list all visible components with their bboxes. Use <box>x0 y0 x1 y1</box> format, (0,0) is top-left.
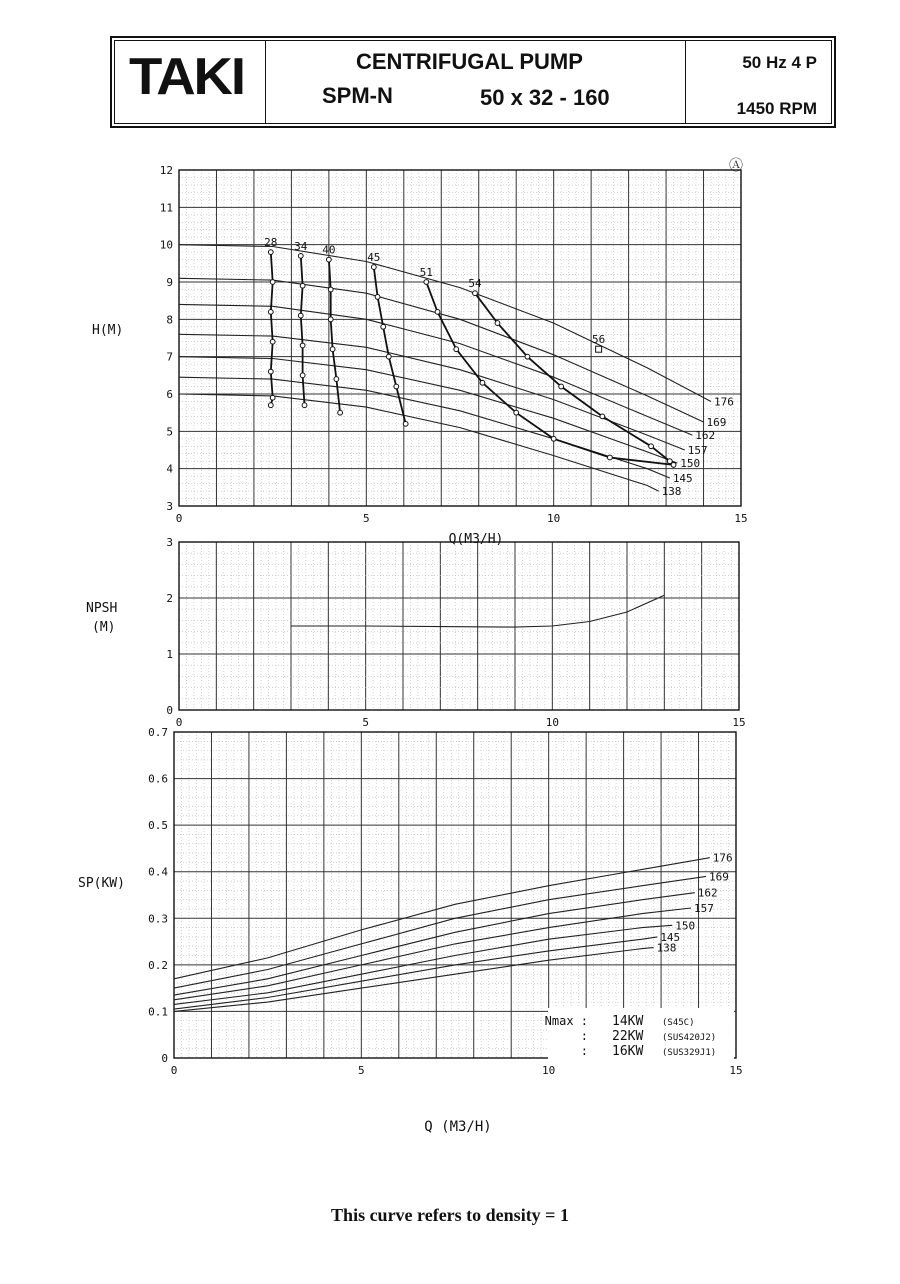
series-label: 145 <box>672 472 693 485</box>
series-line <box>174 876 706 988</box>
efficiency-point <box>328 317 333 322</box>
series-line <box>179 377 670 478</box>
efficiency-curve <box>374 267 406 424</box>
y-tick-label: 11 <box>159 201 173 215</box>
efficiency-point <box>270 395 275 400</box>
series-label: 145 <box>660 930 681 944</box>
head-chart <box>92 158 748 547</box>
series-label: 150 <box>680 457 701 471</box>
y-tick-label: 3 <box>166 500 173 513</box>
note-value: 22KW <box>612 1029 644 1044</box>
plot-frame <box>179 542 739 710</box>
efficiency-point <box>514 410 519 415</box>
y-tick-label: 12 <box>159 164 173 177</box>
power-chart <box>78 726 743 1135</box>
x-tick-label: 15 <box>734 512 748 525</box>
y-tick-label: 4 <box>166 462 173 476</box>
efficiency-point <box>300 373 305 378</box>
efficiency-point <box>454 347 459 352</box>
efficiency-point <box>559 384 564 389</box>
density-footnote: This curve refers to density = 1 <box>331 1205 569 1225</box>
y-axis-label: SP(KW) <box>78 876 125 891</box>
series-line <box>174 893 695 995</box>
series-label: 169 <box>709 870 729 884</box>
efficiency-label: 56 <box>592 333 606 347</box>
efficiency-point <box>495 321 500 326</box>
efficiency-point <box>667 459 672 464</box>
document-title: CENTRIFUGAL PUMP <box>356 49 583 74</box>
efficiency-point <box>525 354 530 359</box>
y-axis-label-unit: (M) <box>92 620 116 635</box>
efficiency-point <box>394 384 399 389</box>
efficiency-point <box>330 347 335 352</box>
x-tick-label: 5 <box>362 716 369 729</box>
efficiency-point <box>268 369 273 374</box>
efficiency-label: 54 <box>468 277 482 291</box>
series-label: 162 <box>697 886 718 900</box>
y-tick-label: 0.4 <box>148 865 168 879</box>
note-label: Nmax : <box>544 1014 588 1028</box>
x-tick-label: 5 <box>358 1064 365 1077</box>
y-tick-label: 7 <box>166 350 173 364</box>
efficiency-label: 51 <box>419 266 433 279</box>
series-label: 150 <box>675 919 696 933</box>
note-value: 14KW <box>612 1014 644 1029</box>
x-tick-label: 5 <box>363 512 370 525</box>
y-tick-label: 8 <box>166 313 173 327</box>
efficiency-label: 34 <box>294 239 308 253</box>
efficiency-point <box>371 265 376 270</box>
efficiency-point <box>435 309 440 314</box>
series-label: 157 <box>687 444 708 457</box>
efficiency-point <box>270 339 275 344</box>
y-tick-label: 6 <box>166 388 173 401</box>
y-tick-label: 0.2 <box>148 958 168 972</box>
y-tick-label: 1 <box>166 648 173 661</box>
note-label: : <box>580 1029 588 1043</box>
efficiency-point <box>551 436 556 441</box>
corner-mark: Ⓐ <box>729 158 743 174</box>
series-line <box>179 304 692 435</box>
pump-model: SPM-N <box>322 83 393 108</box>
y-tick-label: 0.1 <box>148 1005 168 1019</box>
y-tick-label: 0.7 <box>148 726 168 739</box>
y-tick-label: 9 <box>166 276 173 289</box>
efficiency-point <box>607 455 612 460</box>
efficiency-curve <box>329 260 340 413</box>
pump-size: 50 x 32 - 160 <box>480 85 610 110</box>
efficiency-point <box>600 414 605 419</box>
efficiency-point <box>302 403 307 408</box>
series-label: 157 <box>694 902 714 916</box>
y-axis-label: NPSH <box>86 601 118 616</box>
efficiency-point <box>480 380 485 385</box>
efficiency-point <box>649 444 654 449</box>
efficiency-point <box>298 253 303 258</box>
npsh-chart <box>86 536 746 729</box>
efficiency-point <box>596 346 602 352</box>
y-tick-label: 10 <box>159 238 173 252</box>
efficiency-point <box>338 410 343 415</box>
y-axis-label: H(M) <box>92 323 124 338</box>
note-label: : <box>580 1044 588 1058</box>
series-line <box>174 908 691 1000</box>
efficiency-point <box>268 250 273 255</box>
efficiency-label: 40 <box>322 243 336 257</box>
efficiency-point <box>671 463 676 468</box>
note-material: (SUS329J1) <box>662 1048 717 1058</box>
x-axis-label: Q(M3/H) <box>448 532 504 547</box>
series-label: 138 <box>661 485 682 499</box>
efficiency-label: 45 <box>367 251 381 265</box>
series-line <box>179 245 711 402</box>
x-tick-label: 0 <box>175 716 183 729</box>
x-tick-label: 0 <box>170 1064 178 1077</box>
efficiency-point <box>375 295 380 300</box>
series-line <box>174 937 657 1009</box>
note-material: (S45C) <box>662 1018 695 1028</box>
efficiency-curve <box>271 252 273 405</box>
efficiency-curve <box>475 293 670 461</box>
x-tick-label: 15 <box>729 1064 743 1077</box>
efficiency-point <box>268 403 273 408</box>
x-tick-label: 10 <box>545 716 559 729</box>
y-tick-label: 0 <box>166 704 173 717</box>
series-label: 169 <box>706 416 727 429</box>
y-tick-label: 2 <box>166 592 173 605</box>
efficiency-point <box>381 324 386 329</box>
frequency-poles: 50 Hz 4 P <box>742 53 817 72</box>
y-tick-label: 5 <box>166 425 173 439</box>
x-tick-label: 15 <box>732 716 746 729</box>
series-label: 176 <box>714 395 734 409</box>
efficiency-point <box>403 421 408 426</box>
series-label: 176 <box>712 851 733 865</box>
efficiency-point <box>424 280 429 285</box>
brand-logo: TAKI <box>129 48 244 106</box>
efficiency-label: 28 <box>264 236 278 250</box>
series-line <box>179 334 685 450</box>
series-label: 162 <box>695 429 716 443</box>
efficiency-point <box>473 291 478 296</box>
y-tick-label: 0.3 <box>148 912 168 926</box>
efficiency-point <box>270 280 275 285</box>
note-material: (SUS420J2) <box>662 1033 717 1043</box>
note-value: 16KW <box>612 1044 644 1059</box>
efficiency-point <box>300 283 305 288</box>
y-tick-label: 0.6 <box>148 772 168 786</box>
x-tick-label: 10 <box>547 512 561 525</box>
x-tick-label: 10 <box>542 1064 556 1077</box>
efficiency-point <box>268 309 273 314</box>
y-tick-label: 0 <box>161 1052 168 1065</box>
series-label: 138 <box>656 941 677 955</box>
efficiency-point <box>298 313 303 318</box>
x-tick-label: 0 <box>175 512 183 525</box>
efficiency-point <box>386 354 391 359</box>
x-axis-label: Q (M3/H) <box>424 1119 492 1135</box>
efficiency-point <box>300 343 305 348</box>
efficiency-point <box>326 257 331 262</box>
efficiency-point <box>328 287 333 292</box>
y-tick-label: 3 <box>166 536 173 549</box>
efficiency-point <box>334 377 339 382</box>
y-tick-label: 0.5 <box>148 819 168 833</box>
rated-speed: 1450 RPM <box>736 99 817 118</box>
